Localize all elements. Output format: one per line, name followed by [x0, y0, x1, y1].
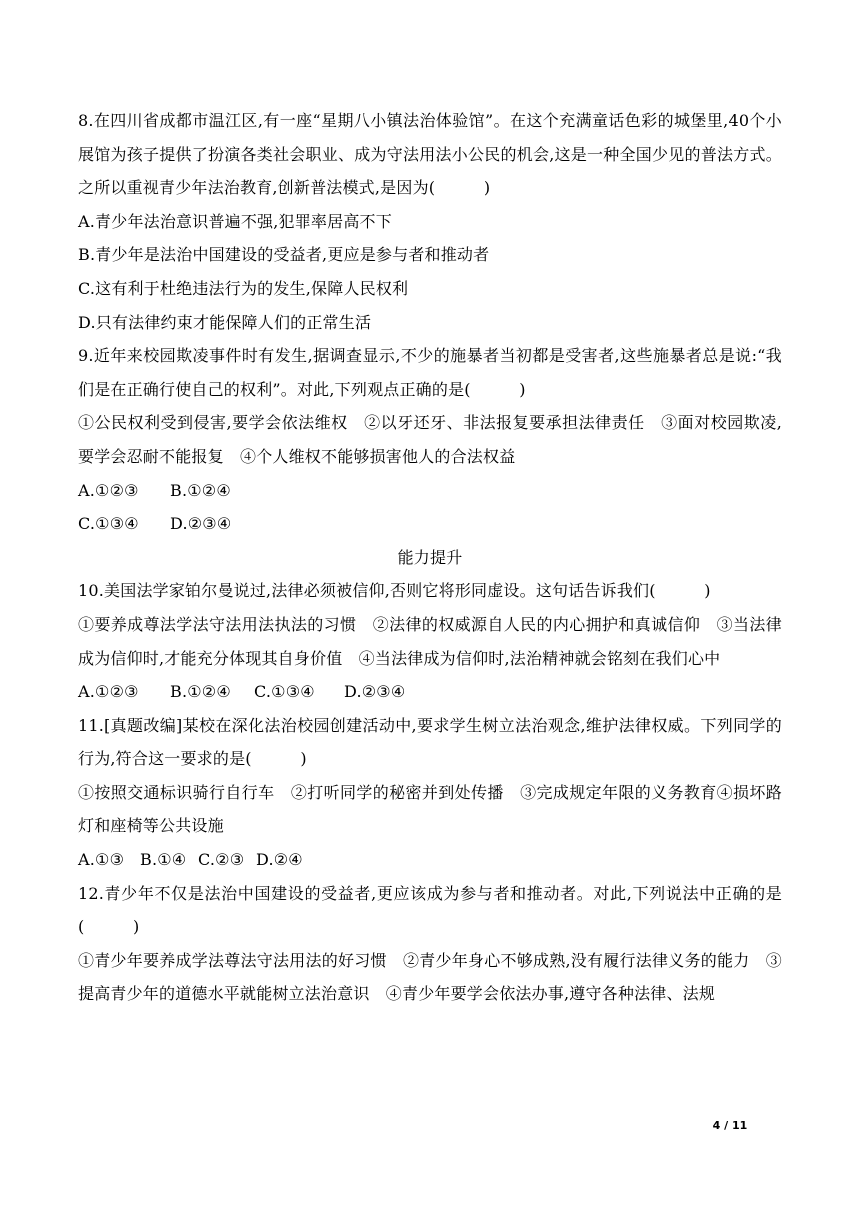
- question-9-options-row-2: [78, 507, 782, 541]
- question-9-stem: 9.近年来校园欺凌事件时有发生,据调查显示,不少的施暴者当初都是受害者,这些施暴者总是说:“我们是在正确行使自己的权利”。对此,下列观点正确的是( ): [78, 346, 782, 399]
- section-title: 能力提升: [397, 547, 463, 567]
- question-9-option-d: D.②③④: [170, 514, 232, 534]
- question-8-stem: 8.在四川省成都市温江区,有一座“星期八小镇法治体验馆”。在这个充满童话色彩的城堡里,40个小展馆为孩子提供了扮演各类社会职业、成为守法用法小公民的机会,这是一种全国少见的普法方式。之所以重视青少年法治教育,创新普法模式,是因为( ): [78, 111, 782, 198]
- question-9-option-b: B.①②④: [170, 480, 231, 500]
- question-12-statements: ①青少年要养成学法尊法守法用法的好习惯 ②青少年身心不够成熟,没有履行法律义务的能力 ③提高青少年的道德水平就能树立法治意识 ④青少年要学会依法办事,遵守各种法律、法规: [78, 950, 782, 1004]
- question-10-option-a: A.①②③: [78, 682, 139, 702]
- question-11-option-d: D.②④: [256, 850, 303, 870]
- question-10-statements: ①要养成尊法学法守法用法执法的习惯 ②法律的权威源自人民的内心拥护和真诚信仰 ③当法律成为信仰时,才能充分体现其自身价值 ④当法律成为信仰时,法治精神就会铭刻在我们心中: [78, 614, 782, 668]
- question-12-stem: 12.青少年不仅是法治中国建设的受益者,更应该成为参与者和推动者。对此,下列说法中正确的是( ): [78, 883, 782, 937]
- question-content: [78, 104, 782, 1011]
- question-10-option-d: D.②③④: [344, 682, 406, 702]
- question-8-option-d: D.只有法律约束才能保障人们的正常生活: [78, 312, 372, 332]
- question-9-option-a: A.①②③: [78, 480, 139, 500]
- question-10-option-b: B.①②④: [170, 682, 231, 702]
- question-10-options: [78, 675, 782, 709]
- question-9-statements: ①公民权利受到侵害,要学会依法维权 ②以牙还牙、非法报复要承担法律责任 ③面对校园欺凌,要学会忍耐不能报复 ④个人维权不能够损害他人的合法权益: [78, 413, 782, 466]
- question-11-options: [78, 843, 782, 877]
- question-11-option-c: C.②③: [198, 850, 245, 870]
- question-8-option-b: B.青少年是法治中国建设的受益者,更应是参与者和推动者: [78, 245, 490, 265]
- question-8-option-a: A.青少年法治意识普遍不强,犯罪率居高不下: [78, 211, 392, 231]
- page-number: 4 / 11: [712, 1119, 748, 1132]
- question-10-option-c: C.①③④: [254, 682, 315, 702]
- question-9-option-c: C.①③④: [78, 514, 139, 534]
- question-11-stem: 11.[真题改编]某校在深化法治校园创建活动中,要求学生树立法治观念,维护法律权威。下列同学的行为,符合这一要求的是( ): [78, 715, 782, 769]
- question-8-option-c: C.这有利于杜绝违法行为的发生,保障人民权利: [78, 278, 409, 298]
- question-11-statements: ①按照交通标识骑行自行车 ②打听同学的秘密并到处传播 ③完成规定年限的义务教育④损坏路灯和座椅等公共设施: [78, 782, 782, 836]
- question-11-option-a: A.①③: [78, 850, 125, 870]
- question-11-option-b: B.①④: [140, 850, 187, 870]
- question-9-options-row-1: [78, 474, 782, 508]
- question-10-stem: 10.美国法学家铂尔曼说过,法律必须被信仰,否则它将形同虚设。这句话告诉我们( ): [78, 581, 711, 601]
